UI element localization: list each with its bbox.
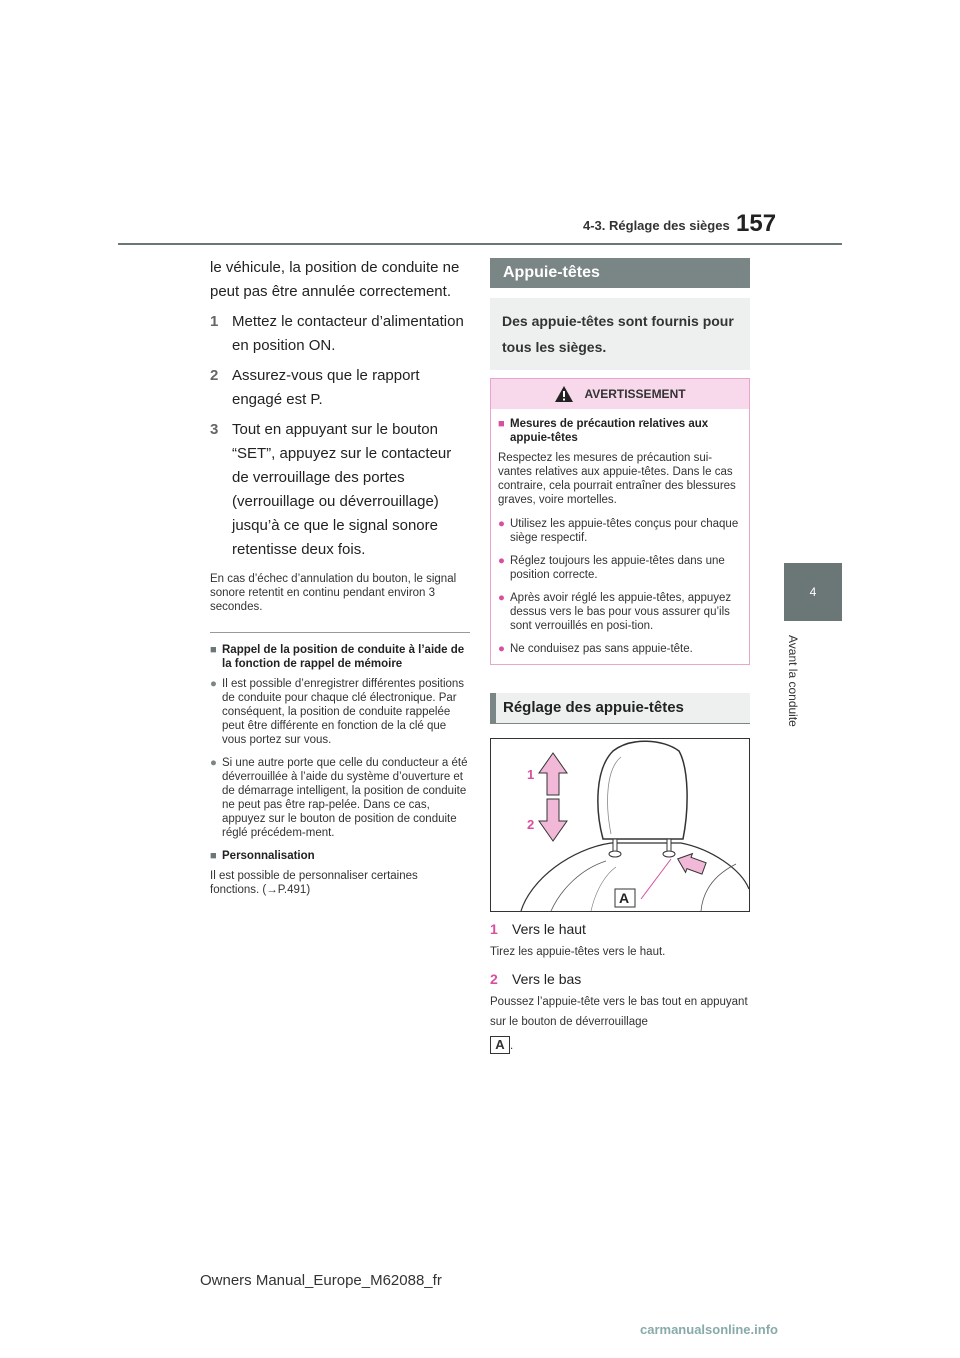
footer-doc-id: Owners Manual_Europe_M62088_fr	[200, 1272, 442, 1289]
list-item	[498, 591, 742, 633]
step-description: Tirez les appuie-têtes vers le haut.	[490, 946, 666, 958]
list-item	[498, 642, 742, 656]
button-reference	[490, 1036, 750, 1056]
step-item	[210, 418, 470, 562]
step-number: 2	[490, 971, 498, 987]
step-number: 3	[210, 421, 219, 438]
step-item	[210, 364, 470, 412]
warning-body	[491, 409, 749, 664]
warning-box	[490, 378, 750, 665]
circle-bullet-icon: ●	[498, 518, 505, 530]
continued-paragraph: le véhicule, la position de conduite ne peut pas être annulée correctement.	[210, 259, 460, 300]
headrest-diagram	[491, 739, 749, 911]
chapter-tab: 4	[784, 563, 842, 621]
list-item	[498, 554, 742, 582]
step-description: Poussez l’appuie-tête vers le bas tout en appuyant sur le bouton de déverrouillage	[490, 996, 748, 1028]
list-item-text: Après avoir réglé les appuie-têtes, appuyez dessus vers le bas pour vous assurer qu’ils sont verrouillés en posi-tion.	[510, 592, 732, 632]
warning-heading-text: Mesures de précaution relatives aux appuie-têtes	[510, 418, 709, 444]
list-item-text: Il est possible d’enregistrer différentes positions de conduite pour chaque clé électronique. Par conséquent, la position de conduite rappelée peut être différente en fonction de la clé que vous portez sur vous.	[222, 678, 465, 746]
step-item	[490, 920, 750, 938]
warning-label: AVERTISSEMENT	[584, 387, 686, 401]
step-number: 1	[210, 313, 219, 330]
square-bullet-icon: ■	[210, 850, 217, 862]
step-item	[490, 970, 750, 988]
recall-heading-text: Rappel de la position de conduite à l’aide de la fonction de rappel de mémoire	[222, 644, 465, 670]
left-column	[210, 256, 470, 897]
step-number: 2	[210, 367, 219, 384]
square-bullet-icon: ■	[498, 418, 505, 430]
step-number: 1	[490, 921, 498, 937]
step-title: Vers le bas	[512, 971, 582, 987]
step-text: Assurez-vous que le rapport engagé est P.	[232, 367, 420, 408]
figure-label-2: 2	[527, 817, 535, 832]
page-number: 157	[736, 210, 777, 237]
list-item-text: Réglez toujours les appuie-têtes dans une position correcte.	[510, 555, 725, 581]
custom-heading-text: Personnalisation	[222, 850, 315, 862]
watermark: carmanualsonline.info	[640, 1322, 778, 1337]
circle-bullet-icon: ●	[498, 555, 505, 567]
warning-heading	[498, 417, 742, 445]
section-reference: 4-3. Réglage des sièges	[583, 218, 730, 233]
custom-text[interactable]: Il est possible de personnaliser certaines fonctions. (→P.491)	[210, 870, 418, 896]
warning-triangle-icon	[554, 385, 574, 403]
step-text: Mettez le contacteur d’alimentation en position ON.	[232, 313, 464, 354]
subsection-title: Réglage des appuie-têtes	[490, 693, 750, 723]
step-title: Vers le haut	[512, 921, 586, 937]
subsection-rule	[490, 723, 750, 724]
list-item-text: Utilisez les appuie-têtes conçus pour chaque siège respectif.	[510, 518, 739, 544]
recall-heading	[210, 643, 470, 671]
list-item	[210, 677, 470, 747]
circle-bullet-icon: ●	[210, 757, 217, 769]
step-text: Tout en appuyant sur le bouton “SET”, appuyez sur le contacteur de verrouillage des portes (verrouillage ou déverrouillage) jusqu’à ce que le signal sonore retentisse deux fois.	[232, 421, 452, 558]
square-bullet-icon: ■	[210, 644, 217, 656]
list-item	[210, 756, 470, 840]
list-item-text: Ne conduisez pas sans appuie-tête.	[510, 643, 693, 655]
list-item	[498, 517, 742, 545]
warning-header	[491, 379, 749, 409]
section-intro: Des appuie-têtes sont fournis pour tous les sièges.	[490, 298, 750, 370]
circle-bullet-icon: ●	[498, 592, 505, 604]
chapter-title: Avant la conduite	[786, 635, 800, 727]
circle-bullet-icon: ●	[210, 678, 217, 690]
fail-note: En cas d’échec d’annulation du bouton, le signal sonore retentit en continu pendant environ 3 secondes.	[210, 573, 457, 613]
section-title: Appuie-têtes	[490, 258, 750, 288]
headrest-illustration	[490, 738, 750, 912]
figure-label-A: A	[619, 890, 630, 906]
header-rule	[118, 243, 842, 245]
list-item-text: Si une autre porte que celle du conducteur a été déverrouillée à l’aide du système d’ouverture et de démarrage intelligent, la position de conduite ne peut pas être rap-pelée. Dans ce cas, appuyez sur le bouton de position de conduite réglé précédem-ment.	[222, 757, 468, 839]
label-A-box: A	[490, 1036, 510, 1054]
figure-label-1: 1	[527, 767, 535, 782]
divider	[210, 632, 470, 633]
warning-text: Respectez les mesures de précaution sui-vantes relatives aux appuie-têtes. Dans le cas contraire, cela pourrait entraîner des blessures graves, voire mortelles.	[498, 452, 736, 506]
step-item	[210, 310, 470, 358]
end-punctuation: .	[510, 1040, 514, 1052]
custom-heading	[210, 849, 470, 863]
circle-bullet-icon: ●	[498, 643, 505, 655]
right-column	[490, 258, 750, 1056]
